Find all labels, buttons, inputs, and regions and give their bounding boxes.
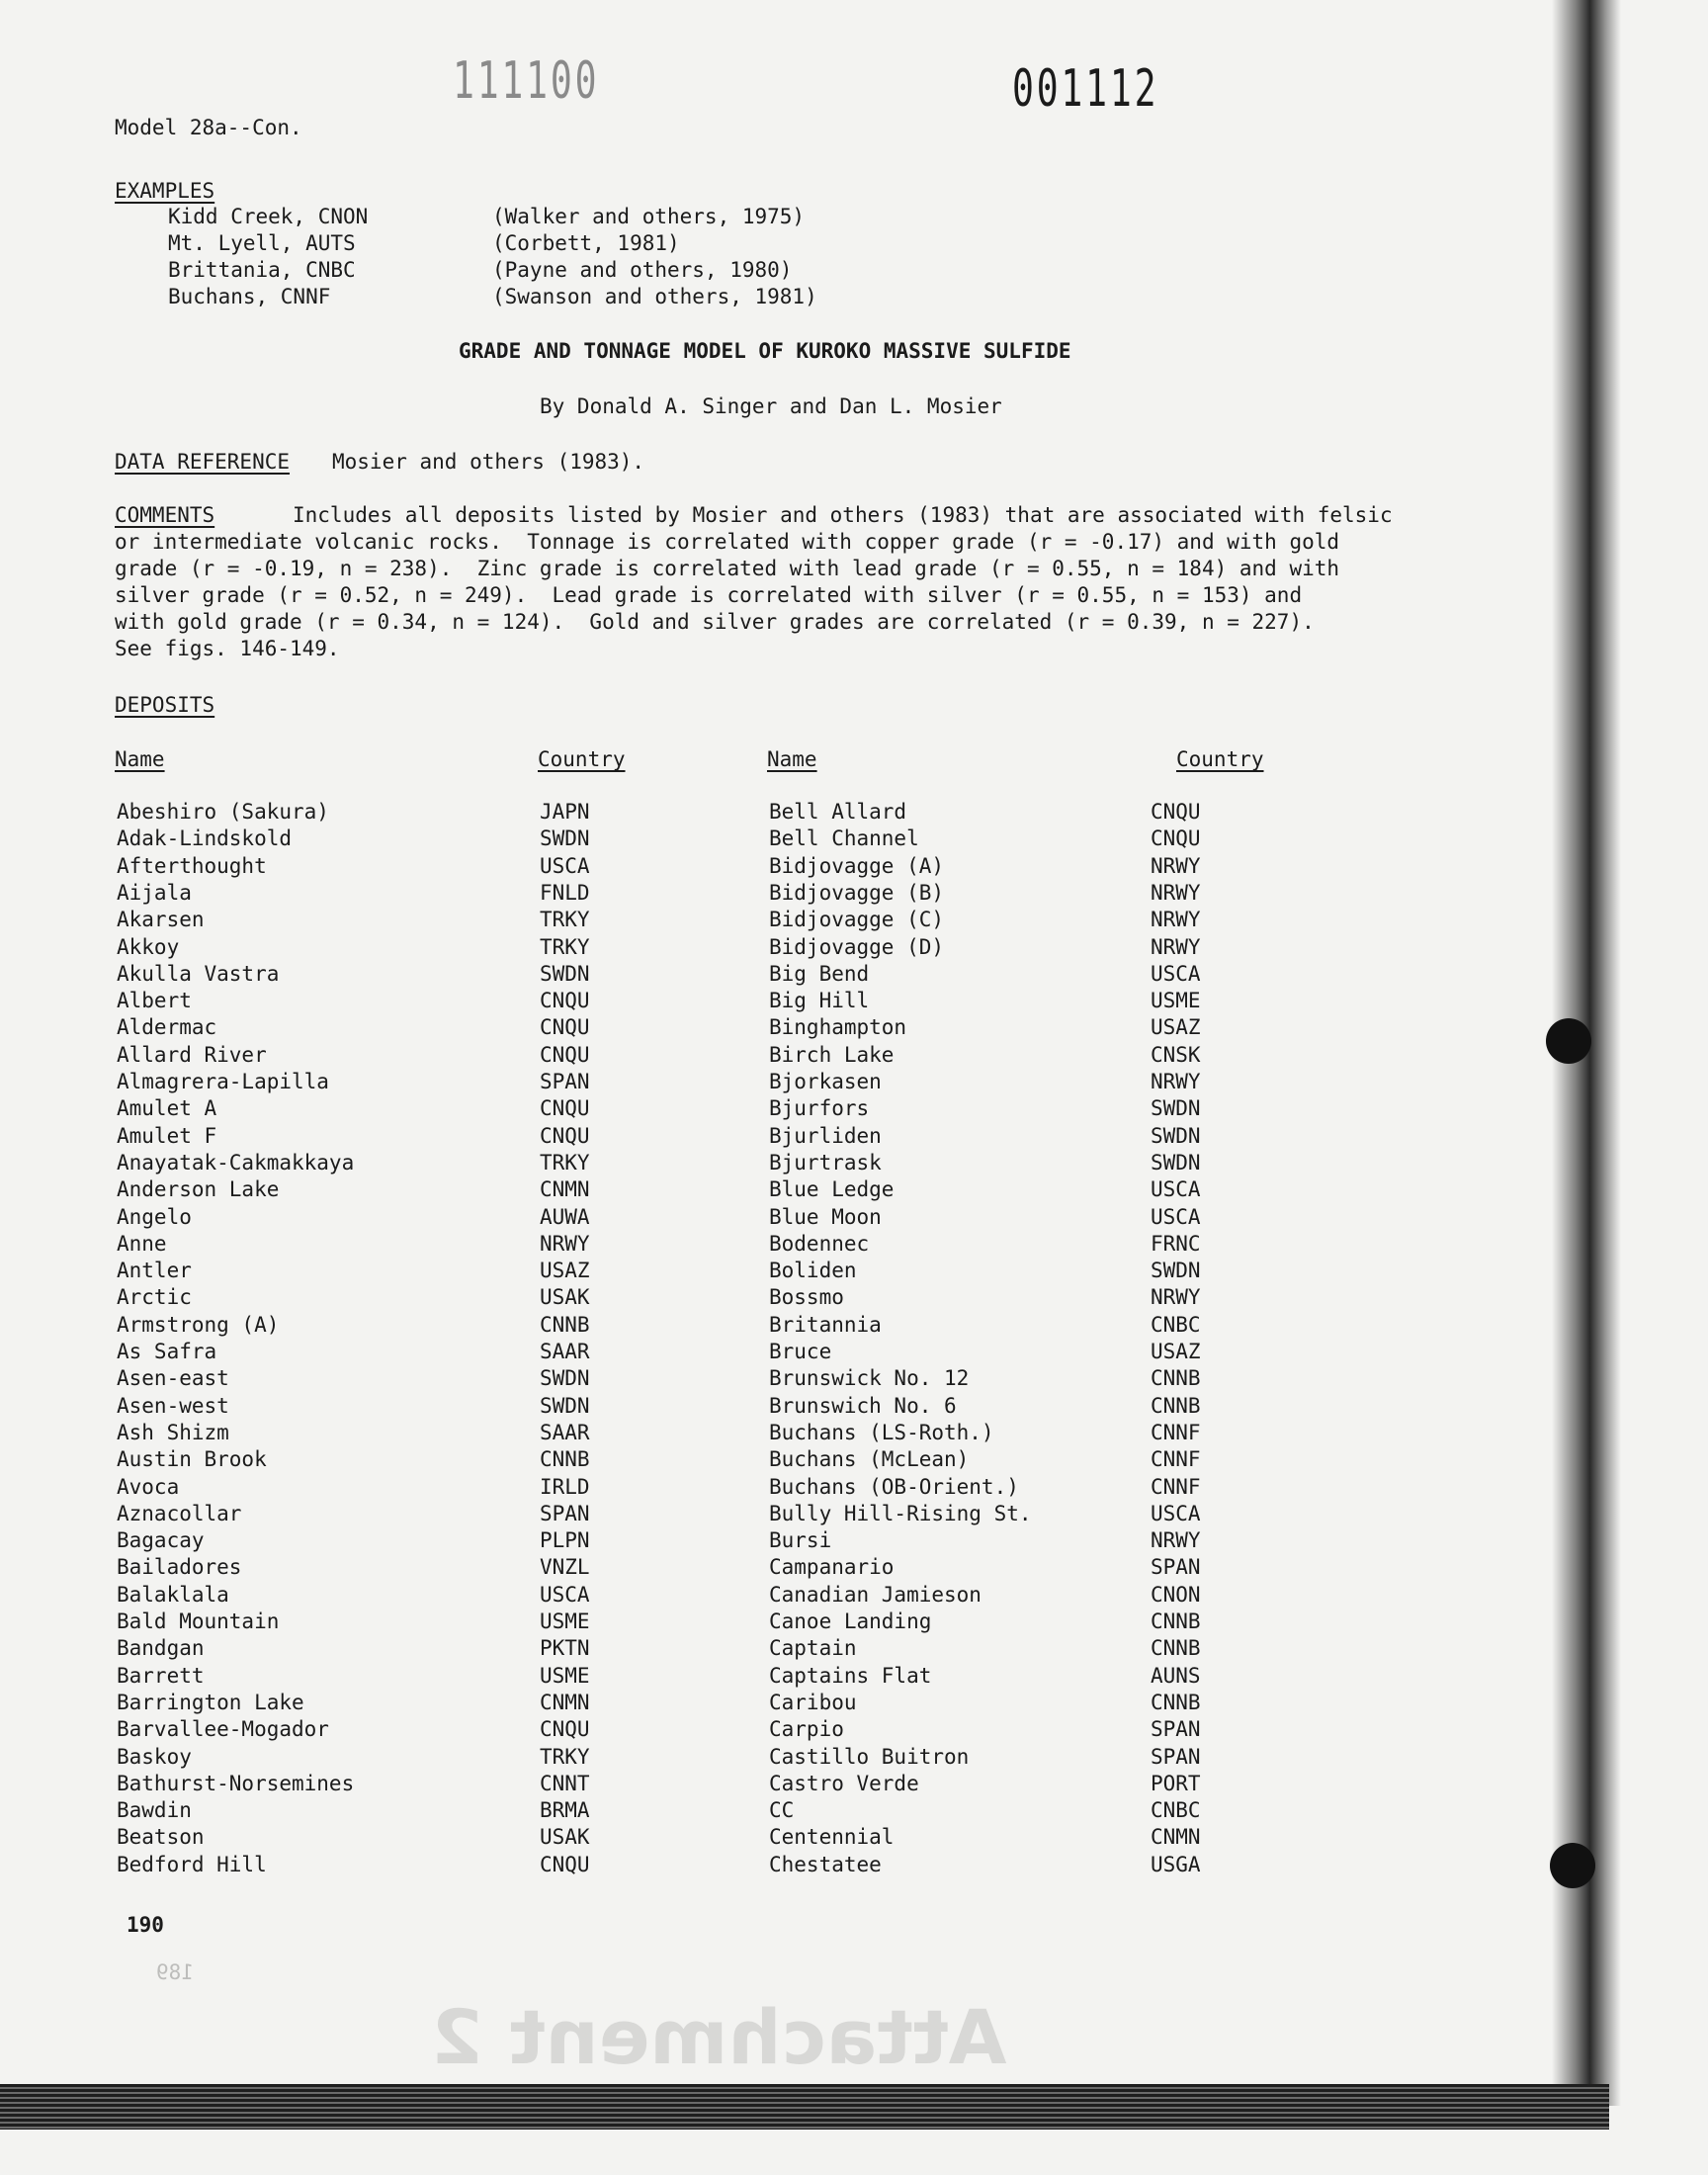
deposit-name: Bossmo xyxy=(769,1285,844,1309)
deposit-country: NRWY xyxy=(1151,881,1201,905)
deposit-country: CNMN xyxy=(540,1177,590,1201)
deposit-name: Avoca xyxy=(117,1475,180,1499)
deposit-country: VNZL xyxy=(540,1555,590,1579)
deposit-country: CNQU xyxy=(540,1015,590,1039)
deposit-country: CNQU xyxy=(1151,826,1201,850)
deposit-country: BRMA xyxy=(540,1798,590,1822)
deposit-name: As Safra xyxy=(117,1340,217,1363)
deposit-name: Centennial xyxy=(769,1825,895,1849)
deposit-country: CNQU xyxy=(540,1853,590,1876)
deposit-country: USME xyxy=(540,1610,590,1633)
deposit-country: CNQU xyxy=(540,989,590,1012)
deposit-country: USAZ xyxy=(540,1259,590,1282)
deposit-name: Akarsen xyxy=(117,908,205,931)
deposit-name: Balaklala xyxy=(117,1583,229,1607)
deposit-name: Bathurst-Norsemines xyxy=(117,1772,355,1795)
deposit-country: SWDN xyxy=(540,1366,590,1390)
deposit-country: USCA xyxy=(540,854,590,878)
deposit-country: USME xyxy=(540,1664,590,1688)
deposit-country: PORT xyxy=(1151,1772,1201,1795)
deposit-country: SWDN xyxy=(1151,1259,1201,1282)
deposit-country: TRKY xyxy=(540,1151,590,1174)
deposit-name: Chestatee xyxy=(769,1853,882,1876)
example-name: Mt. Lyell, AUTS xyxy=(168,231,356,255)
deposit-name: Bursi xyxy=(769,1528,832,1552)
deposit-country: SWDN xyxy=(540,1394,590,1418)
comments-label: COMMENTS xyxy=(115,503,215,527)
deposit-name: Akkoy xyxy=(117,935,180,959)
deposit-country: SPAN xyxy=(540,1502,590,1525)
deposit-country: NRWY xyxy=(1151,1528,1201,1552)
deposit-country: TRKY xyxy=(540,1745,590,1769)
deposit-country: CNNB xyxy=(1151,1636,1201,1660)
deposit-name: Bald Mountain xyxy=(117,1610,280,1633)
deposit-country: USAZ xyxy=(1151,1015,1201,1039)
deposit-country: TRKY xyxy=(540,935,590,959)
deposit-name: Buchans (McLean) xyxy=(769,1447,970,1471)
deposit-country: IRLD xyxy=(540,1475,590,1499)
deposit-name: Big Bend xyxy=(769,962,870,986)
show-through-attachment-text: Attachment 2 xyxy=(431,1993,1007,2081)
deposit-name: Bjorkasen xyxy=(769,1070,882,1093)
deposit-name: Bidjovagge (B) xyxy=(769,881,945,905)
deposit-name: CC xyxy=(769,1798,795,1822)
byline: By Donald A. Singer and Dan L. Mosier xyxy=(540,394,1002,418)
right-column-name-header: Name xyxy=(767,747,817,771)
deposit-name: Bell Channel xyxy=(769,826,919,850)
deposit-country: CNON xyxy=(1151,1583,1201,1607)
deposit-country: CNNB xyxy=(1151,1610,1201,1633)
deposit-country: NRWY xyxy=(1151,935,1201,959)
deposit-name: Baskoy xyxy=(117,1745,192,1769)
comments-line: See figs. 146-149. xyxy=(115,637,340,660)
deposit-name: Arctic xyxy=(117,1285,192,1309)
deposit-country: USGA xyxy=(1151,1853,1201,1876)
deposit-name: Amulet A xyxy=(117,1096,217,1120)
deposit-name: Canadian Jamieson xyxy=(769,1583,982,1607)
deposit-name: Austin Brook xyxy=(117,1447,267,1471)
comments-line: Includes all deposits listed by Mosier and others (1983) that are associated with felsic xyxy=(293,503,1393,527)
deposit-name: Bandgan xyxy=(117,1636,205,1660)
deposit-country: CNNB xyxy=(1151,1366,1201,1390)
stamp-number: 001112 xyxy=(1012,59,1159,119)
deposit-country: CNNB xyxy=(1151,1394,1201,1418)
deposit-country: SWDN xyxy=(540,962,590,986)
deposit-name: Bell Allard xyxy=(769,800,907,824)
deposit-country: CNQU xyxy=(1151,800,1201,824)
deposit-name: Big Hill xyxy=(769,989,870,1012)
deposit-country: CNQU xyxy=(540,1717,590,1741)
deposit-name: Bjurfors xyxy=(769,1096,870,1120)
model-continuation-label: Model 28a--Con. xyxy=(115,116,302,139)
data-reference-text: Mosier and others (1983). xyxy=(332,450,645,474)
deposit-name: Bidjovagge (C) xyxy=(769,908,945,931)
deposit-name: Almagrera-Lapilla xyxy=(117,1070,329,1093)
deposit-name: Antler xyxy=(117,1259,192,1282)
deposit-name: Bedford Hill xyxy=(117,1853,267,1876)
deposit-name: Brunswich No. 6 xyxy=(769,1394,957,1418)
deposit-country: SAAR xyxy=(540,1421,590,1444)
deposit-name: Bully Hill-Rising St. xyxy=(769,1502,1032,1525)
deposit-country: SPAN xyxy=(1151,1745,1201,1769)
comments-line: or intermediate volcanic rocks. Tonnage is correlated with copper grade (r = -0.17) and with gold xyxy=(115,530,1340,554)
deposit-country: USCA xyxy=(540,1583,590,1607)
deposit-country: CNNB xyxy=(540,1447,590,1471)
deposit-name: Barrington Lake xyxy=(117,1691,304,1714)
deposit-name: Bawdin xyxy=(117,1798,192,1822)
deposit-name: Asen-west xyxy=(117,1394,229,1418)
deposit-name: Campanario xyxy=(769,1555,895,1579)
comments-line: grade (r = -0.19, n = 238). Zinc grade is correlated with lead grade (r = 0.55, n = 184) and with xyxy=(115,557,1340,580)
deposit-name: Buchans (OB-Orient.) xyxy=(769,1475,1019,1499)
deposit-country: SPAN xyxy=(540,1070,590,1093)
deposit-name: Brunswick No. 12 xyxy=(769,1366,970,1390)
deposit-name: Amulet F xyxy=(117,1124,217,1148)
deposit-name: Afterthought xyxy=(117,854,267,878)
punch-hole-bottom xyxy=(1550,1843,1595,1888)
deposit-country: TRKY xyxy=(540,908,590,931)
deposit-name: Bodennec xyxy=(769,1232,870,1256)
deposit-name: Allard River xyxy=(117,1043,267,1067)
deposit-name: Ash Shizm xyxy=(117,1421,229,1444)
deposit-country: NRWY xyxy=(1151,908,1201,931)
deposit-name: Blue Moon xyxy=(769,1205,882,1229)
deposit-country: NRWY xyxy=(540,1232,590,1256)
deposit-name: Aldermac xyxy=(117,1015,217,1039)
deposit-name: Boliden xyxy=(769,1259,857,1282)
deposit-name: Caribou xyxy=(769,1691,857,1714)
deposit-country: USAZ xyxy=(1151,1340,1201,1363)
data-reference-label: DATA REFERENCE xyxy=(115,450,291,474)
deposit-country: USCA xyxy=(1151,1502,1201,1525)
deposit-name: Bjurtrask xyxy=(769,1151,882,1174)
punch-hole-top xyxy=(1546,1018,1591,1064)
deposit-name: Albert xyxy=(117,989,192,1012)
example-name: Brittania, CNBC xyxy=(168,258,356,282)
deposit-name: Carpio xyxy=(769,1717,844,1741)
examples-heading: EXAMPLES xyxy=(115,179,215,203)
deposit-name: Angelo xyxy=(117,1205,192,1229)
deposit-country: SWDN xyxy=(540,826,590,850)
deposit-country: PKTN xyxy=(540,1636,590,1660)
document-title: GRADE AND TONNAGE MODEL OF KUROKO MASSIVE SULFIDE xyxy=(459,339,1071,363)
deposit-name: Bidjovagge (D) xyxy=(769,935,945,959)
left-column-name-header: Name xyxy=(115,747,165,771)
deposit-country: USCA xyxy=(1151,1205,1201,1229)
deposit-country: CNNB xyxy=(540,1313,590,1337)
deposit-country: JAPN xyxy=(540,800,590,824)
deposit-country: CNQU xyxy=(540,1096,590,1120)
deposit-country: CNNB xyxy=(1151,1691,1201,1714)
deposit-country: SWDN xyxy=(1151,1096,1201,1120)
example-ref: (Payne and others, 1980) xyxy=(492,258,793,282)
deposit-name: Asen-east xyxy=(117,1366,229,1390)
deposit-country: CNNF xyxy=(1151,1447,1201,1471)
deposit-name: Bagacay xyxy=(117,1528,205,1552)
deposit-country: USAK xyxy=(540,1825,590,1849)
deposit-name: Bidjovagge (A) xyxy=(769,854,945,878)
deposit-country: CNQU xyxy=(540,1124,590,1148)
page-number: 190 xyxy=(127,1913,164,1937)
deposit-country: NRWY xyxy=(1151,854,1201,878)
example-name: Buchans, CNNF xyxy=(168,285,331,308)
deposit-name: Barvallee-Mogador xyxy=(117,1717,329,1741)
deposit-country: NRWY xyxy=(1151,1285,1201,1309)
deposit-name: Canoe Landing xyxy=(769,1610,932,1633)
deposit-name: Beatson xyxy=(117,1825,205,1849)
deposit-name: Blue Ledge xyxy=(769,1177,895,1201)
deposit-country: CNBC xyxy=(1151,1313,1201,1337)
deposit-country: USAK xyxy=(540,1285,590,1309)
deposit-country: AUNS xyxy=(1151,1664,1201,1688)
deposit-country: CNBC xyxy=(1151,1798,1201,1822)
deposit-name: Buchans (LS-Roth.) xyxy=(769,1421,994,1444)
deposit-country: FNLD xyxy=(540,881,590,905)
deposit-name: Captains Flat xyxy=(769,1664,932,1688)
deposit-name: Binghampton xyxy=(769,1015,907,1039)
deposit-name: Castro Verde xyxy=(769,1772,919,1795)
deposit-country: PLPN xyxy=(540,1528,590,1552)
deposit-name: Aijala xyxy=(117,881,192,905)
comments-line: with gold grade (r = 0.34, n = 124). Gold and silver grades are correlated (r = 0.39, n = 227). xyxy=(115,610,1315,634)
deposit-country: USME xyxy=(1151,989,1201,1012)
deposit-name: Captain xyxy=(769,1636,857,1660)
deposit-country: FRNC xyxy=(1151,1232,1201,1256)
deposit-name: Anayatak-Cakmakkaya xyxy=(117,1151,355,1174)
deposit-country: CNNF xyxy=(1151,1475,1201,1499)
example-name: Kidd Creek, CNON xyxy=(168,205,369,228)
show-through-page-number: 189 xyxy=(156,1960,194,1984)
deposit-country: CNMN xyxy=(540,1691,590,1714)
deposits-heading: DEPOSITS xyxy=(115,693,215,717)
scan-bottom-artifact xyxy=(0,2084,1609,2130)
deposit-country: SAAR xyxy=(540,1340,590,1363)
right-column-country-header: Country xyxy=(1176,747,1264,771)
left-column-country-header: Country xyxy=(538,747,626,771)
deposit-country: USCA xyxy=(1151,1177,1201,1201)
deposit-name: Anderson Lake xyxy=(117,1177,280,1201)
deposit-country: CNSK xyxy=(1151,1043,1201,1067)
deposit-country: USCA xyxy=(1151,962,1201,986)
deposit-country: CNNT xyxy=(540,1772,590,1795)
example-ref: (Swanson and others, 1981) xyxy=(492,285,817,308)
deposit-name: Anne xyxy=(117,1232,167,1256)
deposit-name: Bjurliden xyxy=(769,1124,882,1148)
deposit-name: Abeshiro (Sakura) xyxy=(117,800,329,824)
deposit-country: SWDN xyxy=(1151,1124,1201,1148)
deposit-country: AUWA xyxy=(540,1205,590,1229)
deposit-country: SWDN xyxy=(1151,1151,1201,1174)
deposit-name: Armstrong (A) xyxy=(117,1313,280,1337)
deposit-name: Adak-Lindskold xyxy=(117,826,293,850)
deposit-name: Castillo Buitron xyxy=(769,1745,970,1769)
stamp-number-faint: 111100 xyxy=(453,51,600,111)
deposit-name: Bailadores xyxy=(117,1555,242,1579)
deposit-country: CNMN xyxy=(1151,1825,1201,1849)
deposit-country: NRWY xyxy=(1151,1070,1201,1093)
deposit-name: Birch Lake xyxy=(769,1043,895,1067)
comments-line: silver grade (r = 0.52, n = 249). Lead grade is correlated with silver (r = 0.55, n = 153) and xyxy=(115,583,1303,607)
deposit-name: Akulla Vastra xyxy=(117,962,280,986)
deposit-country: SPAN xyxy=(1151,1717,1201,1741)
example-ref: (Walker and others, 1975) xyxy=(492,205,806,228)
deposit-country: CNQU xyxy=(540,1043,590,1067)
deposit-name: Britannia xyxy=(769,1313,882,1337)
deposit-country: SPAN xyxy=(1151,1555,1201,1579)
example-ref: (Corbett, 1981) xyxy=(492,231,680,255)
deposit-country: CNNF xyxy=(1151,1421,1201,1444)
deposit-name: Barrett xyxy=(117,1664,205,1688)
deposit-name: Bruce xyxy=(769,1340,832,1363)
deposit-name: Aznacollar xyxy=(117,1502,242,1525)
